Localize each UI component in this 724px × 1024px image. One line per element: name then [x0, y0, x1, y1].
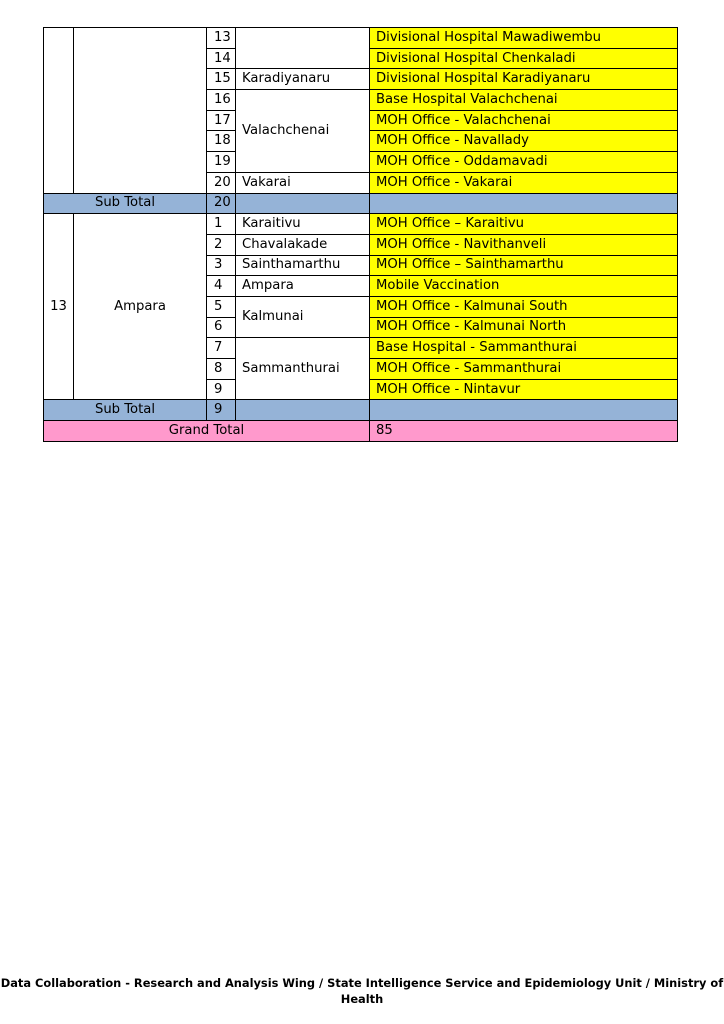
row-number: 18 — [207, 131, 236, 152]
district-name-cell — [74, 28, 207, 194]
row-number: 2 — [207, 234, 236, 255]
table-row — [44, 214, 678, 235]
grand-total-row — [44, 421, 678, 442]
row-number: 14 — [207, 48, 236, 69]
moh-area-cell: Sainthamarthu — [236, 255, 370, 276]
row-number: 16 — [207, 90, 236, 111]
vaccination-center: MOH Office - Sammanthurai — [370, 359, 678, 380]
moh-area-cell: Chavalakade — [236, 234, 370, 255]
vaccination-center: Divisional Hospital Karadiyanaru — [370, 69, 678, 90]
vaccination-center: MOH Office - Navithanveli — [370, 234, 678, 255]
vaccination-center: MOH Office - Valachchenai — [370, 110, 678, 131]
footer-line-2: Health — [340, 992, 384, 1006]
subtotal-empty-cell — [236, 193, 370, 214]
vaccination-center: Base Hospital - Sammanthurai — [370, 338, 678, 359]
row-number: 19 — [207, 152, 236, 173]
subtotal-empty-cell — [370, 400, 678, 421]
moh-area-cell: Karadiyanaru — [236, 69, 370, 90]
row-number: 7 — [207, 338, 236, 359]
vaccination-center: MOH Office - Vakarai — [370, 172, 678, 193]
table-row — [44, 28, 678, 49]
subtotal-label: Sub Total — [44, 193, 207, 214]
moh-area-cell — [236, 28, 370, 69]
row-number: 9 — [207, 379, 236, 400]
vaccination-center: MOH Office – Karaitivu — [370, 214, 678, 235]
row-number: 5 — [207, 296, 236, 317]
vaccination-center: Base Hospital Valachchenai — [370, 90, 678, 111]
page-footer — [0, 975, 724, 1007]
moh-area-cell: Vakarai — [236, 172, 370, 193]
subtotal-empty-cell — [370, 193, 678, 214]
district-index-cell — [44, 28, 74, 194]
row-number: 8 — [207, 359, 236, 380]
subtotal-count: 9 — [207, 400, 236, 421]
district-index-cell: 13 — [44, 214, 74, 400]
subtotal-row — [44, 193, 678, 214]
vaccination-center: MOH Office – Sainthamarthu — [370, 255, 678, 276]
row-number: 17 — [207, 110, 236, 131]
row-number: 13 — [207, 28, 236, 49]
subtotal-empty-cell — [236, 400, 370, 421]
row-number: 20 — [207, 172, 236, 193]
subtotal-row — [44, 400, 678, 421]
moh-area-cell: Valachchenai — [236, 90, 370, 173]
vaccination-center: MOH Office - Navallady — [370, 131, 678, 152]
row-number: 1 — [207, 214, 236, 235]
vaccination-center: MOH Office - Oddamavadi — [370, 152, 678, 173]
vaccination-center: MOH Office - Kalmunai South — [370, 296, 678, 317]
moh-area-cell: Ampara — [236, 276, 370, 297]
subtotal-label: Sub Total — [44, 400, 207, 421]
row-number: 4 — [207, 276, 236, 297]
subtotal-count: 20 — [207, 193, 236, 214]
row-number: 6 — [207, 317, 236, 338]
vaccination-center: MOH Office - Kalmunai North — [370, 317, 678, 338]
row-number: 3 — [207, 255, 236, 276]
footer-line-1: Data Collaboration - Research and Analysis Wing / State Intelligence Service and Epidemiology Unit / Ministry of — [0, 976, 724, 990]
row-number: 15 — [207, 69, 236, 90]
vaccination-center: Divisional Hospital Mawadiwembu — [370, 28, 678, 49]
grand-total-count: 85 — [370, 421, 678, 442]
district-name-cell: Ampara — [74, 214, 207, 400]
vaccination-centers-table — [43, 27, 678, 442]
vaccination-center: Divisional Hospital Chenkaladi — [370, 48, 678, 69]
moh-area-cell: Karaitivu — [236, 214, 370, 235]
grand-total-label: Grand Total — [44, 421, 370, 442]
moh-area-cell: Sammanthurai — [236, 338, 370, 400]
vaccination-center: MOH Office - Nintavur — [370, 379, 678, 400]
vaccination-center: Mobile Vaccination — [370, 276, 678, 297]
moh-area-cell: Kalmunai — [236, 296, 370, 337]
